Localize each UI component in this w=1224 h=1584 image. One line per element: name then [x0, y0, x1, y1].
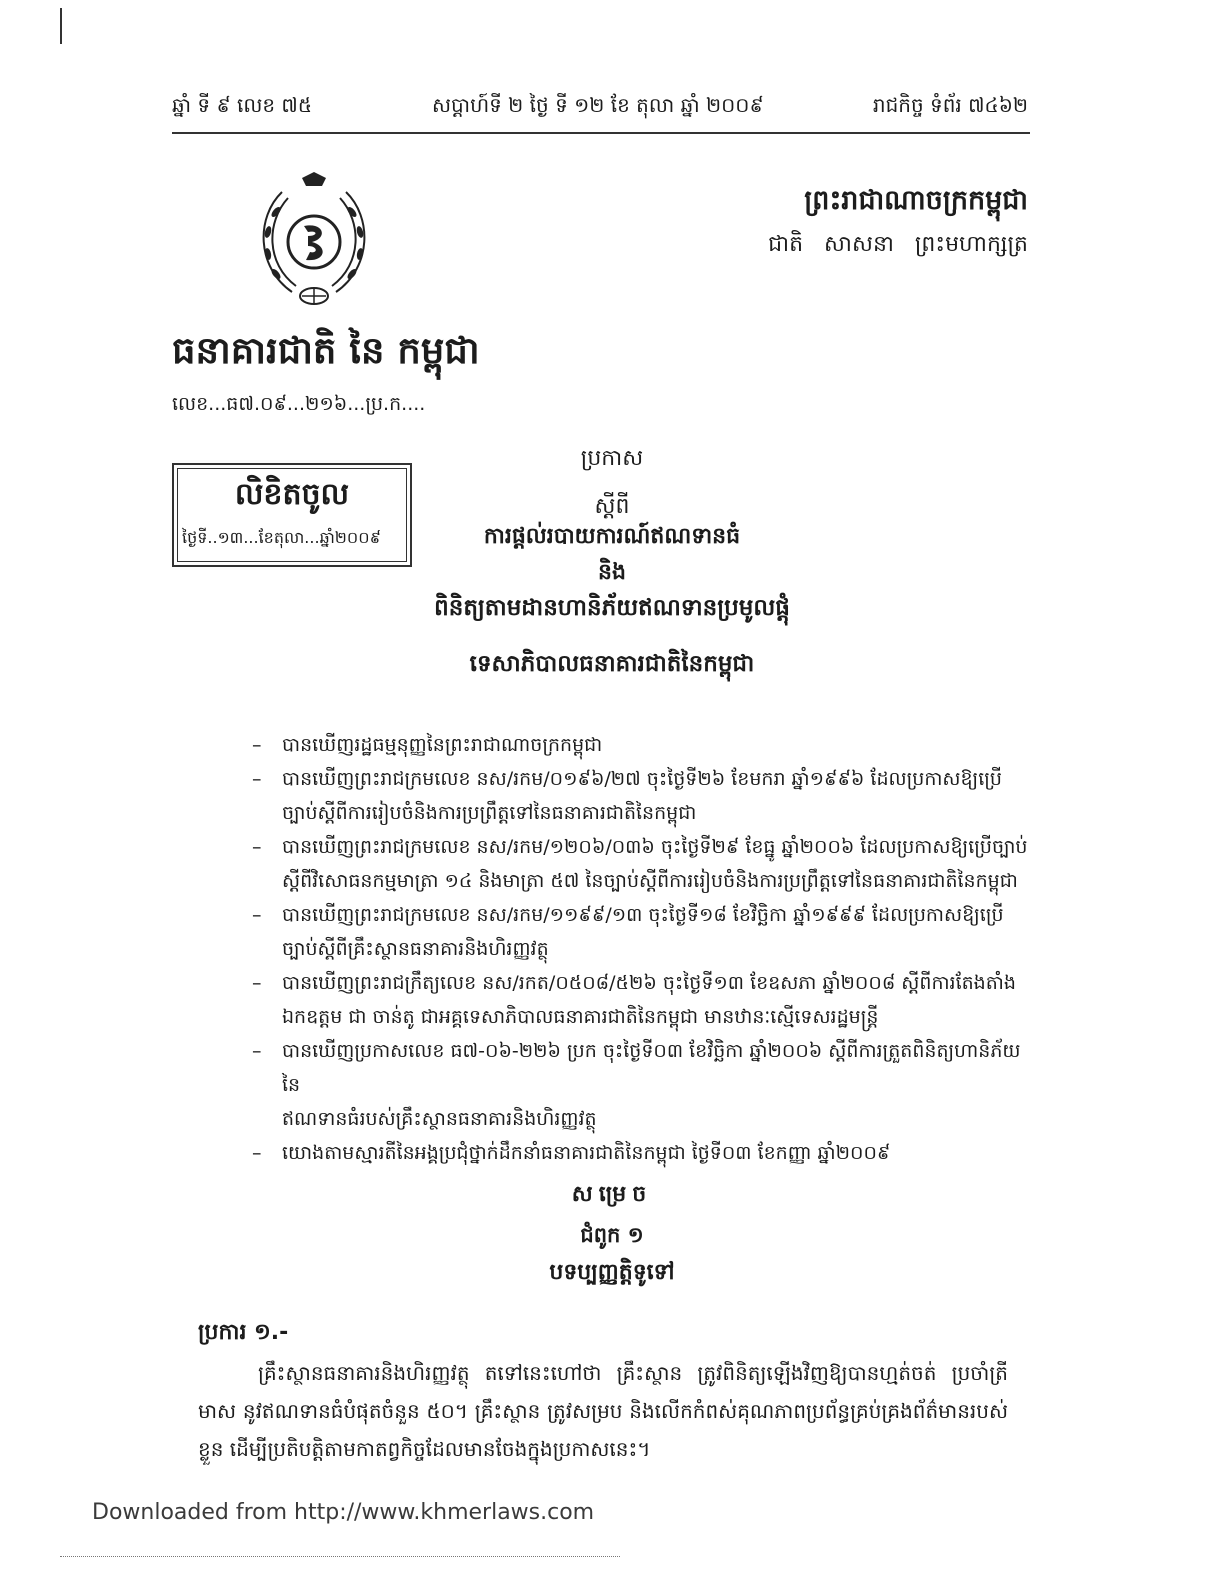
reference-line: បានឃើញព្រះរាជក្រមលេខ នស/រកម/០១៩៦/២៧ ចុះថ្ងៃទី២៦ ខែមករា ឆ្នាំ១៩៩៦ ដែលប្រកាសឱ្យប្រើ	[282, 768, 1002, 790]
kingdom-motto: ជាតិ សាសនា ព្រះមហាក្សត្រ	[768, 232, 1028, 257]
list-item: – បានឃើញព្រះរាជក្រមលេខ នស/រកម/១២០៦/០៣៦ ចុះថ្ងៃទី២៩ ខែធ្នូ ឆ្នាំ២០០៦ ដែលប្រកាសឱ្យប្រើច្បាប់ ស្ដីពីវិសោធនកម្មមាត្រា ១៤ និងមាត្រា ៥៧ នៃច្បាប់ស្ដីពីការរៀបចំនិងការប្រព្រឹត្តទៅនៃធនាគារជាតិនៃកម្ពុជា	[252, 830, 1032, 898]
margin-rule	[60, 8, 62, 44]
reference-line-continued: ច្បាប់ស្ដីពីការរៀបចំនិងការប្រព្រឹត្តទៅនៃធនាគារជាតិនៃកម្ពុជា	[282, 802, 697, 824]
title-line-1: ការផ្ដល់របាយការណ៍ឥណទានធំ	[483, 524, 741, 549]
issuer-name: ធនាគារជាតិ នៃ កម្ពុជា	[172, 329, 480, 372]
national-bank-emblem-icon	[252, 172, 376, 310]
list-item: – យោងតាមស្មារតីនៃអង្គប្រជុំថ្នាក់ដឹកនាំធនាគារជាតិនៃកម្ពុជា ថ្ងៃទី០៣ ខែកញ្ញា ឆ្នាំ២០០៩	[252, 1142, 891, 1164]
article-text: គ្រឹះស្ថានធនាគារនិងហិរញ្ញវត្ថុ តទៅនេះហៅថា គ្រឹះស្ថាន ត្រូវពិនិត្យឡើងវិញឱ្យបានហ្មត់ចត់ ប្រចាំត្រីមាស នូវឥណទានធំបំផុតចំនួន ៥០។ គ្រឹះស្ថាន ត្រូវសម្រប និងលើកកំពស់គុណភាពប្រព័ន្ធគ្រប់គ្រងព័ត៌មានរបស់ខ្លួន ដើម្បីប្រតិបត្តិតាមកាតព្វកិច្ចដែលមានចែងក្នុងប្រកាសនេះ។	[198, 1361, 1008, 1461]
issuer-line: ទេសាភិបាលធនាគារជាតិនៃកម្ពុជា	[469, 651, 755, 677]
title-about: ស្ដីពី	[594, 494, 630, 519]
decision-heading: សម្រេច	[571, 1182, 653, 1207]
reference-number: លេខ...ធ៧.០៩...២១៦...ប្រ.ក....	[172, 393, 426, 415]
reference-line: បានឃើញព្រះរាជក្រមលេខ នស/រកម/១២០៦/០៣៦ ចុះថ្ងៃទី២៩ ខែធ្នូ ឆ្នាំ២០០៦ ដែលប្រកាសឱ្យប្រើច្បាប់	[282, 836, 1028, 858]
bottom-divider	[60, 1556, 620, 1558]
reference-line: បានឃើញរដ្ឋធម្មនុញ្ញនៃព្រះរាជាណាចក្រកម្ពុជា	[282, 734, 603, 756]
reference-line-continued: ឥណទានធំរបស់គ្រឹះស្ថានធនាគារនិងហិរញ្ញវត្ថុ	[282, 1108, 597, 1130]
title-line-2: ពិនិត្យតាមដានហានិភ័យឥណទានប្រមូលផ្ដុំ	[434, 595, 790, 621]
gazette-page-number: រាជកិច្ច ទំព័រ ៧៤៦២	[872, 93, 1028, 117]
list-item: – បានឃើញប្រកាសលេខ ធ៧-០៦-២២៦ ប្រក ចុះថ្ងៃទី០៣ ខែវិច្ឆិកា ឆ្នាំ២០០៦ ស្ដីពីការត្រួតពិនិត្យហានិភ័យនៃ ឥណទានធំរបស់គ្រឹះស្ថានធនាគារនិងហិរញ្ញវត្ថុ	[252, 1034, 1032, 1136]
list-item: – បានឃើញព្រះរាជក្រឹត្យលេខ នស/រកត/០៥០៨/៥២៦ ចុះថ្ងៃទី១៣ ខែឧសភា ឆ្នាំ២០០៨ ស្ដីពីការតែងតាំង ឯកឧត្តម ជា ចាន់តូ ជាអគ្គទេសាភិបាលធនាគារជាតិនៃកម្ពុជា មានឋានៈស្មើទេសរដ្ឋមន្ត្រី	[252, 966, 1032, 1034]
chapter-number: ជំពូក ១	[580, 1223, 644, 1247]
reference-line-continued: ឯកឧត្តម ជា ចាន់តូ ជាអគ្គទេសាភិបាលធនាគារជាតិនៃកម្ពុជា មានឋានៈស្មើទេសរដ្ឋមន្ត្រី	[282, 1006, 879, 1028]
list-item: – បានឃើញរដ្ឋធម្មនុញ្ញនៃព្រះរាជាណាចក្រកម្ពុជា	[252, 734, 603, 756]
title-conjunction: និង	[598, 560, 626, 585]
gazette-week-date: សប្ដាហ៍ទី ២ ថ្ងៃ ទី ១២ ខែ តុលា ឆ្នាំ ២០០៩	[432, 93, 764, 117]
kingdom-title: ព្រះរាជាណាចក្រកម្ពុជា	[804, 185, 1028, 216]
document-type: ប្រកាស	[580, 446, 644, 471]
download-source-footer: Downloaded from http://www.khmerlaws.com	[92, 1500, 595, 1525]
stamp-title: លិខិតចូល	[234, 477, 350, 512]
reference-line-continued: ច្បាប់ស្ដីពីគ្រឹះស្ថានធនាគារនិងហិរញ្ញវត្ថុ	[282, 938, 549, 960]
reference-line-continued: ស្ដីពីវិសោធនកម្មមាត្រា ១៤ និងមាត្រា ៥៧ នៃច្បាប់ស្ដីពីការរៀបចំនិងការប្រព្រឹត្តទៅនៃធនាគារជាតិនៃកម្ពុជា	[282, 870, 1018, 892]
legal-references-list	[252, 728, 1032, 1170]
reference-line: បានឃើញព្រះរាជក្រមលេខ នស/រកម/១១៩៩/១៣ ចុះថ្ងៃទី១៨ ខែវិច្ឆិកា ឆ្នាំ១៩៩៩ ដែលប្រកាសឱ្យប្រើ	[282, 904, 1004, 926]
reference-line: យោងតាមស្មារតីនៃអង្គប្រជុំថ្នាក់ដឹកនាំធនាគារជាតិនៃកម្ពុជា ថ្ងៃទី០៣ ខែកញ្ញា ឆ្នាំ២០០៩	[282, 1142, 891, 1164]
reference-line: បានឃើញព្រះរាជក្រឹត្យលេខ នស/រកត/០៥០៨/៥២៦ ចុះថ្ងៃទី១៣ ខែឧសភា ឆ្នាំ២០០៨ ស្ដីពីការតែងតាំង	[282, 972, 1016, 994]
list-item: – បានឃើញព្រះរាជក្រមលេខ នស/រកម/១១៩៩/១៣ ចុះថ្ងៃទី១៨ ខែវិច្ឆិកា ឆ្នាំ១៩៩៩ ដែលប្រកាសឱ្យប្រើ ច្បាប់ស្ដីពីគ្រឹះស្ថានធនាគារនិងហិរញ្ញវត្ថុ	[252, 898, 1032, 966]
chapter-title: បទប្បញ្ញត្តិទូទៅ	[549, 1260, 675, 1285]
gazette-year-number: ឆ្នាំ ទី ៩ លេខ ៧៥	[172, 93, 312, 117]
article-label: ប្រការ ១.-	[198, 1320, 289, 1345]
reference-line: បានឃើញប្រកាសលេខ ធ៧-០៦-២២៦ ប្រក ចុះថ្ងៃទី០៣ ខែវិច្ឆិកា ឆ្នាំ២០០៦ ស្ដីពីការត្រួតពិនិត្យហានិភ័យនៃ	[282, 1040, 1021, 1096]
header-divider	[172, 132, 1030, 134]
stamp-date: ថ្ងៃទី..១៣...ខែតុលា...ឆ្នាំ២០០៩	[182, 528, 381, 547]
list-item: – បានឃើញព្រះរាជក្រមលេខ នស/រកម/០១៩៦/២៧ ចុះថ្ងៃទី២៦ ខែមករា ឆ្នាំ១៩៩៦ ដែលប្រកាសឱ្យប្រើ ច្បាប់ស្ដីពីការរៀបចំនិងការប្រព្រឹត្តទៅនៃធនាគារជាតិនៃកម្ពុជា	[252, 762, 1032, 830]
